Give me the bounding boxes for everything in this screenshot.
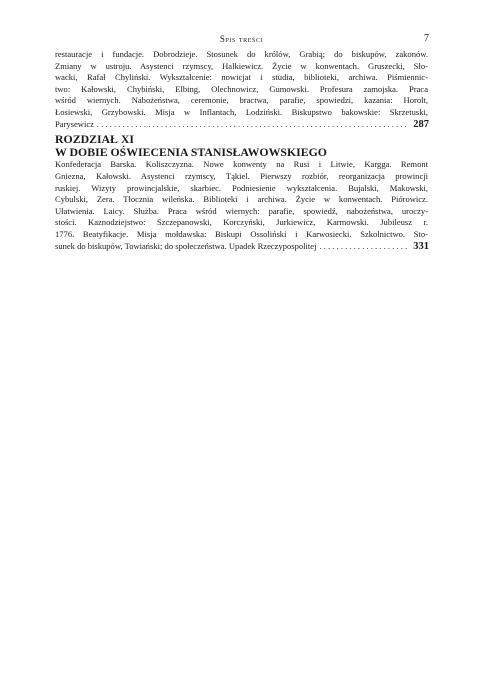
running-title: Spis treści (219, 34, 264, 44)
toc-line: Łosiewski, Grzybowski. Misja w Inflantach, Lodziński. Biskupstwo bakowskie: Skrzetuski, (55, 106, 428, 117)
toc-line: two: Kałowski, Chybiński, Elbing, Olechnowicz, Gumowski. Profesura zamojska. Praca (55, 83, 428, 94)
toc-line: 1776. Beatyfikacje. Misja mołdawska: Biskupi Ossoliński i Karwosiecki. Szkolnictwo. Sto- (55, 228, 428, 239)
toc-line: Gniezna, Kałowski. Asystenci rzymscy, Tąkiel. Pierwszy rozbiór, reorganizacja prowincji (55, 170, 428, 181)
chapter-title: W DOBIE OŚWIECENIA STANISŁAWOWSKIEGO (55, 144, 327, 159)
toc-line: Ułatwienia. Laicy. Służba. Praca wśród wiernych: parafie, spowiedź, nabożeństwa, uroczy- (55, 205, 428, 216)
toc-line: ruskiej. Wizyty prowincjalskie, skarbiec. Podniesienie wykształcenia. Bujalski, Makowski, (55, 182, 428, 193)
toc-line: stości. Kaznodziejstwo: Szczepanowski, Korczyński, Jurkiewicz, Karmowski. Jubileusz r. (55, 217, 428, 228)
toc-line: Konfederacja Barska. Koliszczyzna. Nowe konwenty na Rusi i Litwie, Kargga. Remont (55, 159, 428, 170)
toc-line: Zmiany w ustroju. Asystenci rzymscy, Halkiewicz. Życie w konwentach. Gruszecki, Sło- (55, 60, 428, 71)
toc-entry-2 (55, 159, 428, 252)
toc-line: wacki, Rafał Chyliński. Wykształcenie: nowicjat i studia, biblioteki, archiwa. Piśmiennic- (55, 72, 428, 83)
toc-line: restauracje i fundacje. Dobrodzieje. Stosunek do królów, Grabią; do biskupów, zakonów. (55, 49, 428, 59)
toc-line: wśród wiernych. Nabożeństwa, ceremonie, bractwa, parafie, spowiedzi, kazania: Horolt, (55, 95, 428, 106)
toc-page-number: 331 (413, 240, 429, 252)
page (55, 33, 428, 252)
chapter-heading (55, 133, 428, 158)
toc-entry-end (55, 119, 428, 131)
dot-leader (319, 241, 409, 253)
toc-line-last: Parysewicz (55, 118, 94, 129)
toc-line-last: sunek do biskupów, Towiański; do społeczeństwa. Upadek Rzeczypospolitej (55, 240, 317, 251)
page-number: 7 (424, 33, 429, 44)
toc-entry-1 (55, 49, 428, 130)
toc-line: Cybulski, Zera. Tłocznia wileńska. Biblioteki i archiwa. Życie w konwentach. Piórowicz. (55, 194, 428, 205)
running-header (55, 33, 428, 49)
chapter-number: ROZDZIAŁ XI (55, 132, 134, 147)
toc-page-number: 287 (413, 118, 429, 130)
dot-leader (97, 119, 409, 131)
toc-entry-end (55, 241, 428, 253)
